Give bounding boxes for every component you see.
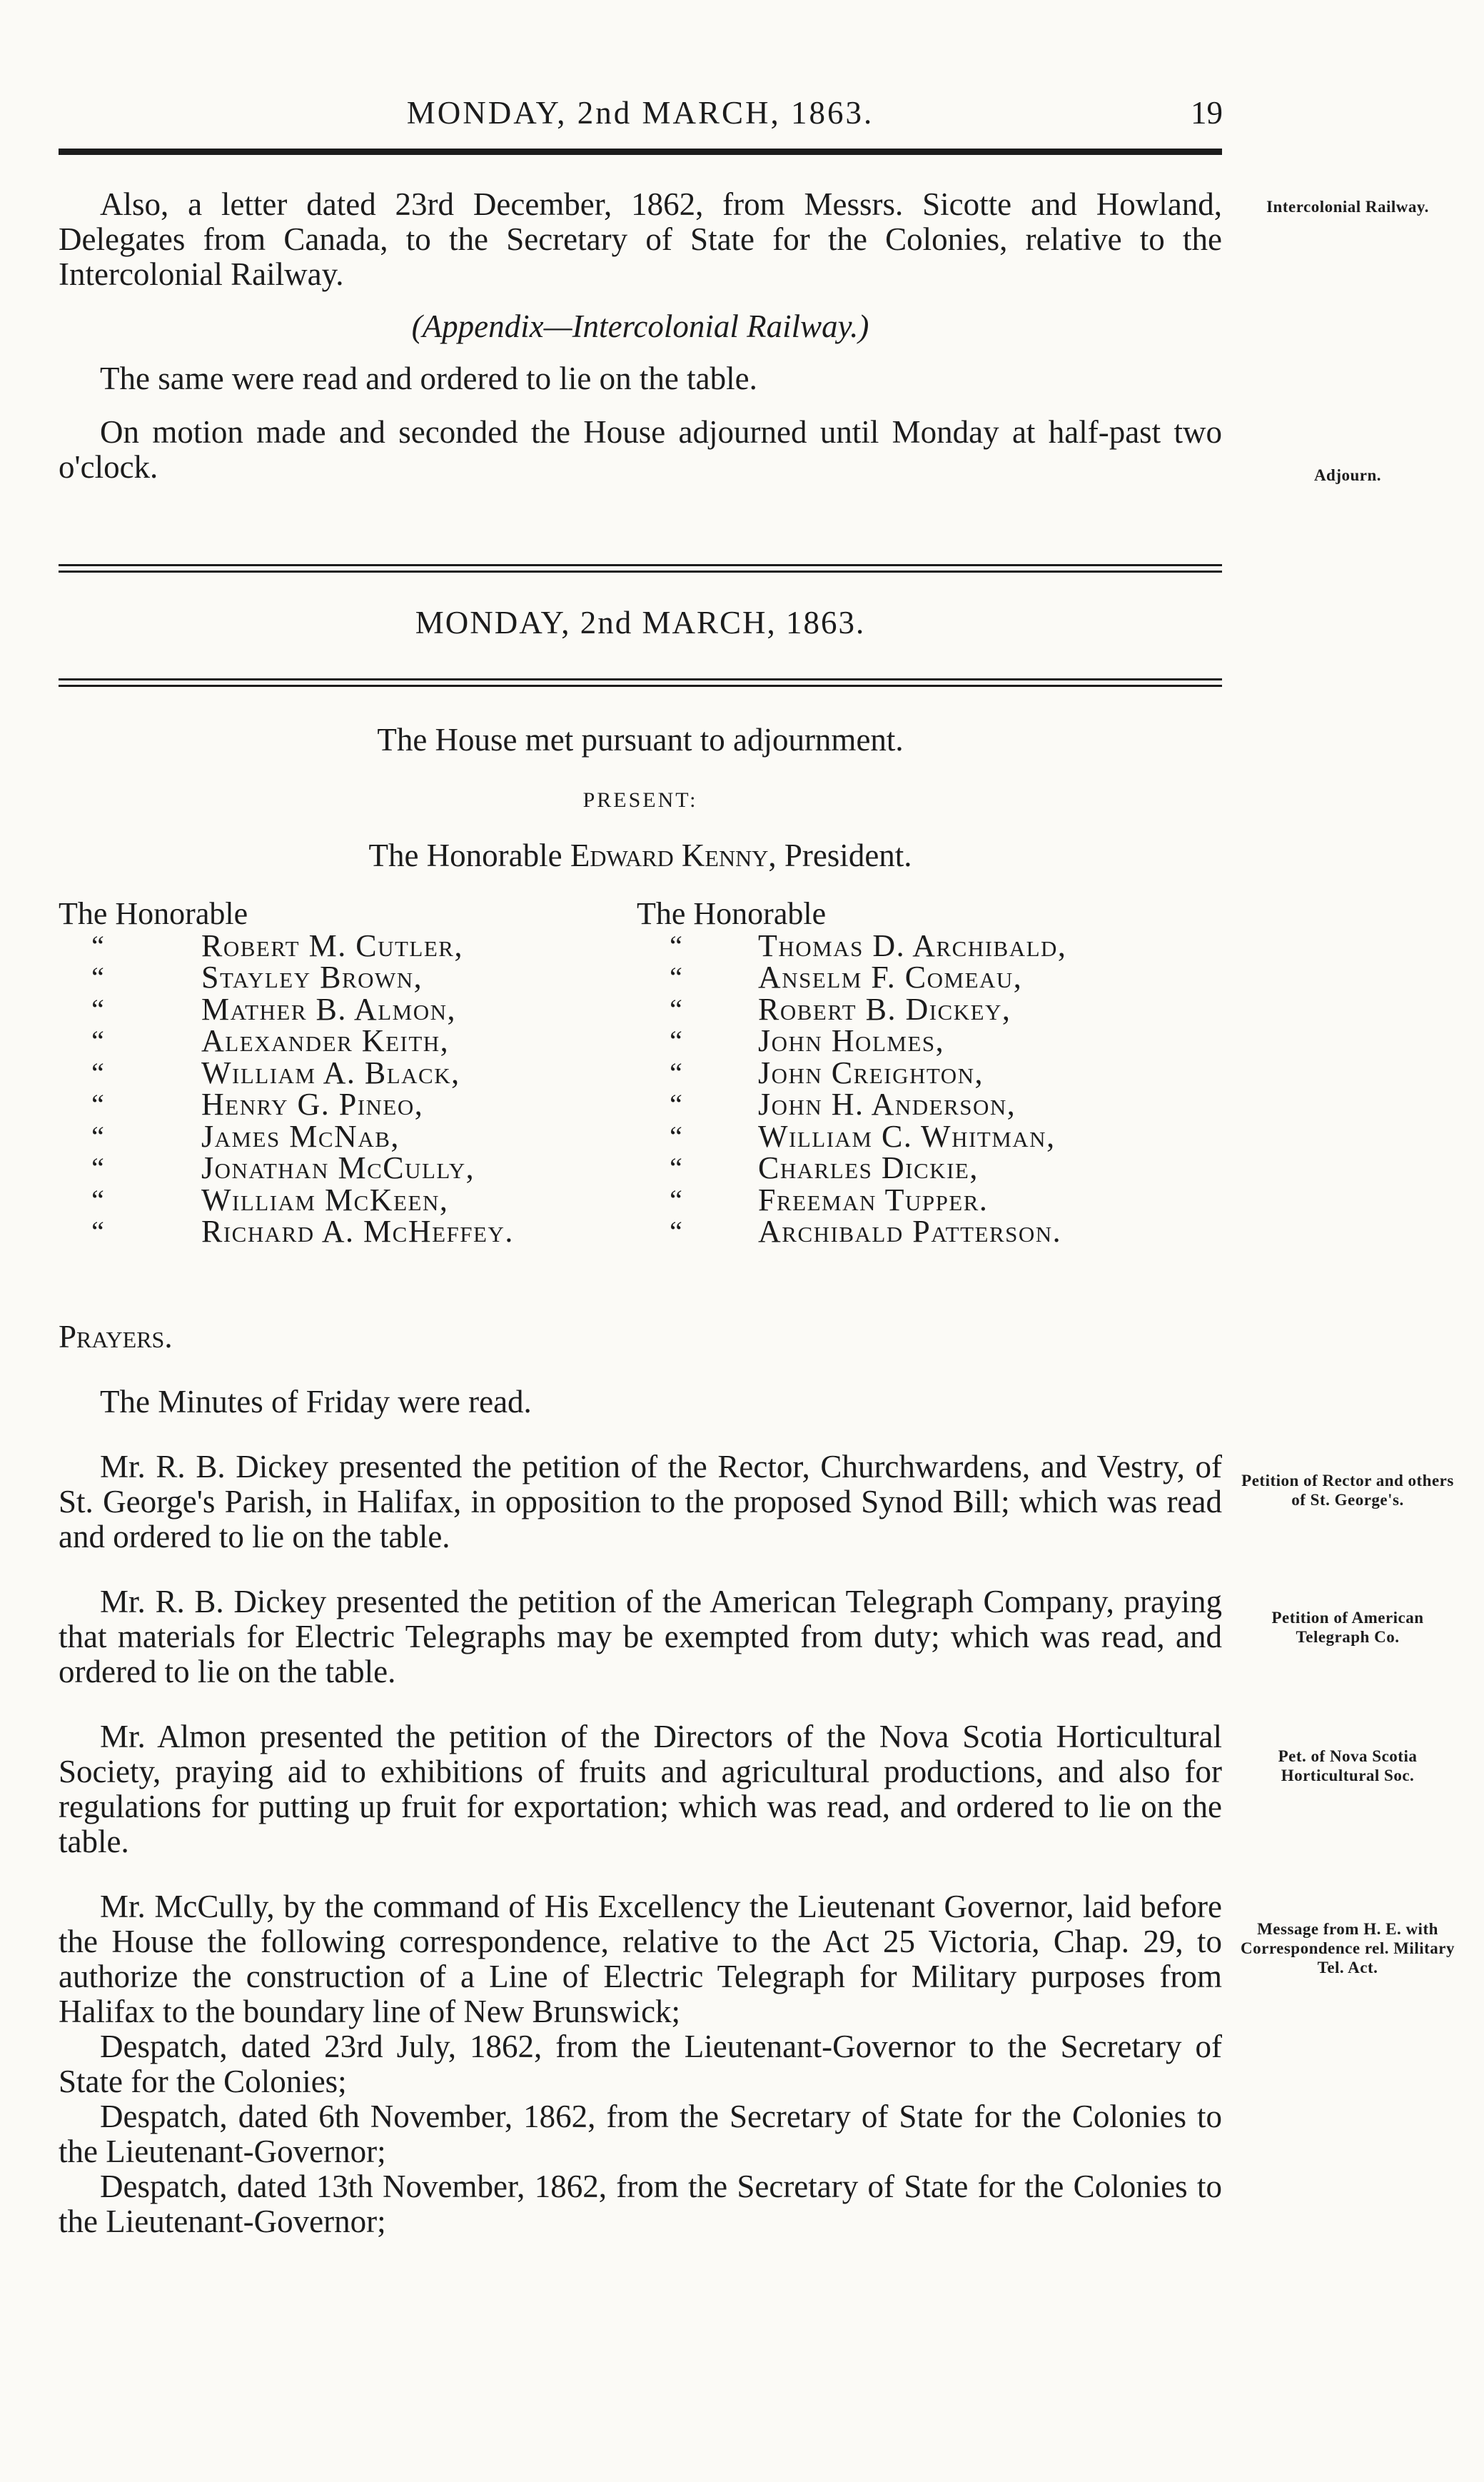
member-name: Jonathan McCully, — [201, 1150, 475, 1185]
running-header-title: MONDAY, 2nd MARCH, 1863. — [406, 95, 874, 131]
house-met-line: The House met pursuant to adjournment. — [377, 722, 904, 758]
members-heading-right: The Honorable — [637, 896, 827, 931]
president-suffix: , President. — [768, 838, 912, 873]
section-rule-top — [59, 564, 1222, 573]
present-label: PRESENT: — [582, 788, 698, 812]
member-name: Robert M. Cutler, — [201, 928, 463, 963]
member-row: “ Anselm F. Comeau, — [670, 960, 1023, 995]
members-heading-left: The Honorable — [59, 896, 248, 931]
margin-note-petition-telegraph: Petition of American Telegraph Co. — [1271, 1609, 1424, 1646]
member-row: “ Robert B. Dickey, — [670, 991, 1011, 1027]
letter-paragraph: Also, a letter dated 23rd December, 1862, from Messrs. Sicotte and Howland, Delegates from Canada, to the Secretary of State for the Colonies, relative to the Intercolonial Railway. — [59, 186, 1222, 292]
despatch-paragraph: Despatch, dated 23rd July, 1862, from the Lieutenant-Governor to the Secretary of State for the Colonies; — [59, 2029, 1222, 2099]
petition-horticultural-paragraph: Mr. Almon presented the petition of the Directors of the Nova Scotia Horticultural Society, praying aid to exhibitions of fruits and agricultural productions, and also for regulations for putting up fruit for exportation; which was read, and ordered to lie on the table. — [59, 1719, 1222, 1859]
member-row: “ John Holmes, — [670, 1023, 945, 1058]
despatch-paragraph: Despatch, dated 6th November, 1862, from the Secretary of State for the Colonies to the Lieutenant-Governor; — [59, 2099, 1222, 2169]
members-column-right — [637, 898, 1066, 1248]
member-row: “ John H. Anderson, — [670, 1087, 1016, 1122]
proceedings — [59, 1320, 1222, 2239]
margin-note-petition-horticultural: Pet. of Nova Scotia Horticultural Soc. — [1278, 1747, 1418, 1784]
member-name: John Creighton, — [758, 1055, 984, 1090]
member-name: William C. Whitman, — [758, 1118, 1056, 1154]
member-name: Anselm F. Comeau, — [758, 960, 1023, 995]
member-name: Alexander Keith, — [201, 1023, 450, 1058]
member-row: “ Jonathan McCully, — [91, 1150, 475, 1185]
margin-note-message: Message from H. E. with Correspondence rel. Military Tel. Act. — [1241, 1920, 1455, 1976]
read-ordered-paragraph: The same were read and ordered to lie on the table. — [100, 361, 757, 396]
member-name: Archibald Patterson. — [758, 1214, 1062, 1249]
page-number: 19 — [1191, 95, 1223, 131]
member-row: “ Archibald Patterson. — [670, 1214, 1062, 1249]
despatch-paragraph: Despatch, dated 13th November, 1862, from the Secretary of State for the Colonies to the Lieutenant-Governor; — [59, 2169, 1222, 2239]
adjourn-paragraph: On motion made and seconded the House adjourned until Monday at half-past two o'clock. — [59, 414, 1222, 485]
member-name: John H. Anderson, — [758, 1087, 1016, 1122]
message-paragraph: Mr. McCully, by the command of His Excellency the Lieutenant Governor, laid before the House the following correspondence, relative to the Act 25 Victoria, Chap. 29, to authorize the construction of a Line of Electric Telegraph for Military purposes from Halifax to the boundary line of New Brunswick; — [59, 1889, 1222, 2029]
margin-note-adjourn: Adjourn. — [1313, 466, 1382, 484]
member-row: “ William McKeen, — [91, 1182, 449, 1217]
session-title: MONDAY, 2nd MARCH, 1863. — [415, 605, 866, 640]
member-row: “ John Creighton, — [670, 1055, 984, 1090]
member-name: Thomas D. Archibald, — [758, 928, 1067, 963]
member-name: James McNab, — [201, 1118, 400, 1154]
member-row: “ Robert M. Cutler, — [91, 928, 463, 963]
margin-note-intercolonial: Intercolonial Railway. — [1266, 198, 1429, 216]
member-name: William McKeen, — [201, 1182, 449, 1217]
member-row: “ Freeman Tupper. — [670, 1182, 989, 1217]
member-row: “ Mather B. Almon, — [91, 991, 456, 1027]
member-name: Mather B. Almon, — [201, 991, 456, 1027]
member-row: “ Richard A. McHeffey. — [91, 1214, 514, 1249]
appendix-reference: (Appendix—Intercolonial Railway.) — [411, 308, 869, 344]
top-section — [59, 187, 1222, 485]
prayers-heading: Prayers. — [59, 1319, 173, 1355]
section-rule-bottom — [59, 678, 1222, 687]
member-name: Richard A. McHeffey. — [201, 1214, 514, 1249]
member-name: Henry G. Pineo, — [201, 1087, 424, 1122]
member-name: John Holmes, — [758, 1023, 945, 1058]
member-row: “ William C. Whitman, — [670, 1118, 1056, 1154]
member-row: “ Alexander Keith, — [91, 1023, 450, 1058]
member-name: Freeman Tupper. — [758, 1182, 989, 1217]
president-line — [59, 837, 1222, 874]
header-rule — [59, 149, 1222, 155]
minutes-paragraph: The Minutes of Friday were read. — [100, 1384, 532, 1420]
member-row: “ Stayley Brown, — [91, 960, 423, 995]
president-prefix: The Honorable — [368, 838, 562, 873]
member-row: “ Charles Dickie, — [670, 1150, 979, 1185]
member-name: Robert B. Dickey, — [758, 991, 1011, 1027]
member-row: “ James McNab, — [91, 1118, 400, 1154]
petition-telegraph-paragraph: Mr. R. B. Dickey presented the petition of the American Telegraph Company, praying that materials for Electric Telegraphs may be exempted from duty; which was read, and ordered to lie on the table. — [59, 1584, 1222, 1689]
member-name: Charles Dickie, — [758, 1150, 979, 1185]
president-name: Edward Kenny — [570, 838, 769, 873]
member-name: Stayley Brown, — [201, 960, 423, 995]
member-name: William A. Black, — [201, 1055, 460, 1090]
member-row: “ Thomas D. Archibald, — [670, 928, 1067, 963]
member-row: “ Henry G. Pineo, — [91, 1087, 424, 1122]
petition-rector-paragraph: Mr. R. B. Dickey presented the petition of the Rector, Churchwardens, and Vestry, of St. George's Parish, in Halifax, in opposition to the proposed Synod Bill; which was read and ordered to lie on the table. — [59, 1449, 1222, 1554]
member-row: “ William A. Black, — [91, 1055, 460, 1090]
margin-note-petition-rector: Petition of Rector and others of St. George's. — [1241, 1472, 1454, 1509]
members-list — [59, 898, 1222, 1284]
members-column-left — [59, 898, 514, 1248]
